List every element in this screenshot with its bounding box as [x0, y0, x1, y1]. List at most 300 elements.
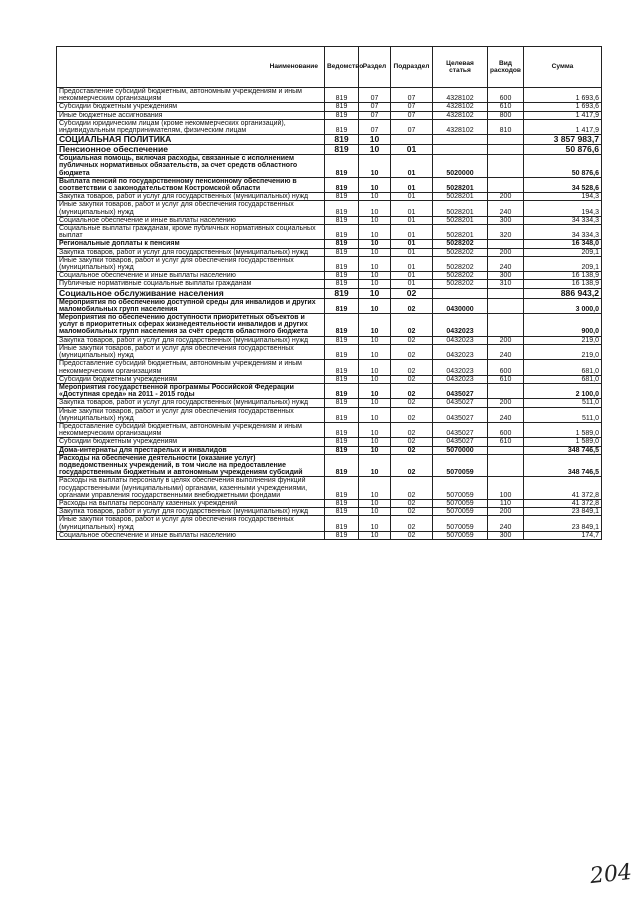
row-vid: 310	[488, 280, 524, 288]
table-row	[57, 193, 602, 201]
row-target	[433, 288, 488, 298]
row-podrazdel: 01	[391, 240, 433, 248]
row-ved: 819	[325, 383, 359, 398]
row-razdel: 10	[359, 360, 391, 375]
table-body	[57, 88, 602, 540]
row-razdel: 10	[359, 438, 391, 446]
row-ved: 819	[325, 454, 359, 477]
row-podrazdel: 02	[391, 454, 433, 477]
table-row	[57, 516, 602, 531]
table-row	[57, 407, 602, 422]
row-vid: 200	[488, 193, 524, 201]
row-vid: 810	[488, 119, 524, 134]
row-name: Социальное обеспечение и иные выплаты населению	[57, 216, 325, 224]
row-razdel: 10	[359, 531, 391, 539]
table-row	[57, 360, 602, 375]
row-vid	[488, 135, 524, 145]
row-vid	[488, 446, 524, 454]
row-sum: 1 589,0	[524, 422, 602, 437]
row-target	[433, 145, 488, 155]
row-podrazdel: 01	[391, 193, 433, 201]
row-target: 5070059	[433, 508, 488, 516]
row-razdel: 10	[359, 248, 391, 256]
row-razdel: 10	[359, 240, 391, 248]
row-name: Социальное обслуживание населения	[57, 288, 325, 298]
table-row	[57, 280, 602, 288]
row-name: Региональные доплаты к пенсиям	[57, 240, 325, 248]
row-target: 5028202	[433, 272, 488, 280]
row-podrazdel: 02	[391, 438, 433, 446]
row-name: Расходы на выплаты персоналу казенных учреждений	[57, 499, 325, 507]
row-ved: 819	[325, 344, 359, 359]
row-sum: 900,0	[524, 314, 602, 337]
row-podrazdel: 01	[391, 256, 433, 271]
table-row	[57, 119, 602, 134]
row-podrazdel: 07	[391, 111, 433, 119]
row-target: 5070000	[433, 446, 488, 454]
row-sum: 209,1	[524, 256, 602, 271]
row-podrazdel: 02	[391, 344, 433, 359]
table-row	[57, 216, 602, 224]
row-target: 5028201	[433, 201, 488, 216]
row-sum: 16 348,0	[524, 240, 602, 248]
row-sum: 16 138,9	[524, 280, 602, 288]
row-sum: 16 138,9	[524, 272, 602, 280]
row-podrazdel: 02	[391, 314, 433, 337]
row-target: 0435027	[433, 383, 488, 398]
row-sum: 34 334,3	[524, 225, 602, 240]
row-podrazdel: 07	[391, 103, 433, 111]
row-ved: 819	[325, 193, 359, 201]
row-sum: 23 849,1	[524, 516, 602, 531]
row-razdel: 10	[359, 407, 391, 422]
row-vid: 240	[488, 256, 524, 271]
row-razdel: 10	[359, 145, 391, 155]
row-name: Социальное обеспечение и иные выплаты населению	[57, 272, 325, 280]
table-row-group	[57, 454, 602, 477]
row-name: Иные закупки товаров, работ и услуг для обеспечения государственных (муниципальных) нужд	[57, 201, 325, 216]
row-sum: 3 857 983,7	[524, 135, 602, 145]
row-ved: 819	[325, 375, 359, 383]
row-vid	[488, 155, 524, 178]
row-sum: 219,0	[524, 336, 602, 344]
row-vid	[488, 454, 524, 477]
row-ved: 819	[325, 314, 359, 337]
header-name: Наименование	[57, 47, 325, 88]
row-vid: 200	[488, 399, 524, 407]
table-row	[57, 201, 602, 216]
row-podrazdel: 02	[391, 399, 433, 407]
row-vid	[488, 177, 524, 192]
row-podrazdel: 01	[391, 248, 433, 256]
row-sum: 2 100,0	[524, 383, 602, 398]
table-row-group	[57, 383, 602, 398]
row-razdel: 10	[359, 499, 391, 507]
row-razdel: 10	[359, 446, 391, 454]
table-row	[57, 422, 602, 437]
row-sum: 348 746,5	[524, 454, 602, 477]
table-row	[57, 508, 602, 516]
table-row-section	[57, 135, 602, 145]
row-ved: 819	[325, 422, 359, 437]
row-razdel: 10	[359, 516, 391, 531]
row-razdel: 10	[359, 225, 391, 240]
row-ved: 819	[325, 248, 359, 256]
row-sum: 1 693,6	[524, 88, 602, 103]
row-ved: 819	[325, 135, 359, 145]
row-podrazdel: 01	[391, 155, 433, 178]
row-sum: 23 849,1	[524, 508, 602, 516]
row-name: Социальные выплаты гражданам, кроме публичных нормативных социальных выплат	[57, 225, 325, 240]
row-target: 5028202	[433, 240, 488, 248]
row-target: 4328102	[433, 111, 488, 119]
row-vid: 240	[488, 407, 524, 422]
row-vid: 200	[488, 508, 524, 516]
row-name: Расходы на обеспечение деятельности (оказание услуг) подведомственных учреждений, в том числе на предоставление государственным бюджетным и автономным учреждениям субсидий	[57, 454, 325, 477]
row-target: 5028201	[433, 216, 488, 224]
row-ved: 819	[325, 508, 359, 516]
row-target: 0435027	[433, 438, 488, 446]
row-name: Предоставление субсидий бюджетным, автономным учреждениям и иным некоммерческим организациям	[57, 422, 325, 437]
header-podrazdel: Подраздел	[391, 47, 433, 88]
row-sum: 681,0	[524, 360, 602, 375]
row-sum: 1 417,9	[524, 119, 602, 134]
row-sum: 348 746,5	[524, 446, 602, 454]
table-row-subsection	[57, 288, 602, 298]
row-sum: 194,3	[524, 193, 602, 201]
row-target: 0432023	[433, 336, 488, 344]
page-number: 204	[588, 859, 634, 890]
row-target: 5070059	[433, 477, 488, 500]
row-name: Иные закупки товаров, работ и услуг для обеспечения государственных (муниципальных) нужд	[57, 344, 325, 359]
row-ved: 819	[325, 103, 359, 111]
row-razdel: 10	[359, 336, 391, 344]
row-razdel: 10	[359, 399, 391, 407]
row-name: Иные бюджетные ассигнования	[57, 111, 325, 119]
row-target: 5028201	[433, 225, 488, 240]
row-name: Иные закупки товаров, работ и услуг для обеспечения государственных (муниципальных) нужд	[57, 407, 325, 422]
row-podrazdel: 02	[391, 516, 433, 531]
row-podrazdel: 01	[391, 177, 433, 192]
row-razdel: 07	[359, 119, 391, 134]
row-sum: 174,7	[524, 531, 602, 539]
row-vid: 600	[488, 360, 524, 375]
row-target: 5070059	[433, 499, 488, 507]
row-sum: 1 417,9	[524, 111, 602, 119]
row-sum: 209,1	[524, 248, 602, 256]
table-row	[57, 256, 602, 271]
row-podrazdel: 02	[391, 288, 433, 298]
row-vid	[488, 298, 524, 313]
row-razdel: 10	[359, 375, 391, 383]
row-ved: 819	[325, 256, 359, 271]
row-ved: 819	[325, 119, 359, 134]
row-ved: 819	[325, 155, 359, 178]
table-row-group	[57, 298, 602, 313]
row-target: 0432023	[433, 344, 488, 359]
row-podrazdel: 02	[391, 407, 433, 422]
row-ved: 819	[325, 216, 359, 224]
row-podrazdel: 02	[391, 508, 433, 516]
row-name: Пенсионное обеспечение	[57, 145, 325, 155]
table-row	[57, 111, 602, 119]
row-razdel: 07	[359, 103, 391, 111]
row-sum: 681,0	[524, 375, 602, 383]
row-target: 0432023	[433, 375, 488, 383]
row-podrazdel: 02	[391, 375, 433, 383]
row-razdel: 07	[359, 111, 391, 119]
row-ved: 819	[325, 531, 359, 539]
row-target: 5020000	[433, 155, 488, 178]
table-row	[57, 438, 602, 446]
row-target: 5070059	[433, 454, 488, 477]
row-target: 5070059	[433, 516, 488, 531]
row-podrazdel: 07	[391, 88, 433, 103]
row-razdel: 10	[359, 298, 391, 313]
row-razdel: 10	[359, 135, 391, 145]
row-sum: 3 000,0	[524, 298, 602, 313]
row-target	[433, 135, 488, 145]
row-name: Субсидии бюджетным учреждениям	[57, 103, 325, 111]
table-row	[57, 531, 602, 539]
table-row	[57, 88, 602, 103]
row-ved: 819	[325, 399, 359, 407]
row-name: Субсидии бюджетным учреждениям	[57, 375, 325, 383]
row-razdel: 10	[359, 177, 391, 192]
row-vid: 300	[488, 531, 524, 539]
row-razdel: 10	[359, 454, 391, 477]
table-row	[57, 477, 602, 500]
table-row-group	[57, 240, 602, 248]
table-row-group	[57, 446, 602, 454]
row-vid: 240	[488, 344, 524, 359]
row-sum: 50 876,6	[524, 145, 602, 155]
header-ved: Ведомство	[325, 47, 359, 88]
row-podrazdel: 02	[391, 336, 433, 344]
row-podrazdel: 01	[391, 145, 433, 155]
row-name: Закупка товаров, работ и услуг для государственных (муниципальных) нужд	[57, 336, 325, 344]
row-vid: 300	[488, 272, 524, 280]
row-vid	[488, 145, 524, 155]
row-name: Публичные нормативные социальные выплаты гражданам	[57, 280, 325, 288]
table-row	[57, 336, 602, 344]
row-ved: 819	[325, 288, 359, 298]
row-razdel: 10	[359, 383, 391, 398]
table-row	[57, 499, 602, 507]
row-sum: 1 589,0	[524, 438, 602, 446]
row-name: Мероприятия государственной программы Российской Федерации «Доступная среда» на 2011 - 2015 годы	[57, 383, 325, 398]
row-ved: 819	[325, 240, 359, 248]
row-vid: 610	[488, 438, 524, 446]
table-row	[57, 399, 602, 407]
row-name: Закупка товаров, работ и услуг для государственных (муниципальных) нужд	[57, 508, 325, 516]
header-sum: Сумма	[524, 47, 602, 88]
budget-table	[56, 46, 602, 540]
row-vid: 110	[488, 499, 524, 507]
row-razdel: 10	[359, 155, 391, 178]
row-razdel: 10	[359, 288, 391, 298]
row-podrazdel: 02	[391, 531, 433, 539]
table-row-group	[57, 177, 602, 192]
row-ved: 819	[325, 438, 359, 446]
row-name: Дома-интернаты для престарелых и инвалидов	[57, 446, 325, 454]
table-row	[57, 248, 602, 256]
row-ved: 819	[325, 88, 359, 103]
row-sum: 50 876,6	[524, 155, 602, 178]
row-sum: 34 528,6	[524, 177, 602, 192]
row-vid: 200	[488, 336, 524, 344]
row-podrazdel: 02	[391, 383, 433, 398]
row-ved: 819	[325, 272, 359, 280]
row-ved: 819	[325, 446, 359, 454]
row-ved: 819	[325, 336, 359, 344]
row-target: 0432023	[433, 314, 488, 337]
row-name: Мероприятия по обеспечению доступности приоритетных объектов и услуг в приоритетных сферах жизнедеятельности инвалидов и других маломобильных групп населения за счёт средств областного бюджета	[57, 314, 325, 337]
row-podrazdel: 01	[391, 225, 433, 240]
row-name: Иные закупки товаров, работ и услуг для обеспечения государственных (муниципальных) нужд	[57, 516, 325, 531]
row-target: 0435027	[433, 399, 488, 407]
row-razdel: 10	[359, 280, 391, 288]
row-podrazdel: 01	[391, 216, 433, 224]
row-podrazdel: 02	[391, 298, 433, 313]
row-name: Предоставление субсидий бюджетным, автономным учреждениям и иным некоммерческим организациям	[57, 88, 325, 103]
row-podrazdel: 01	[391, 201, 433, 216]
row-vid: 240	[488, 516, 524, 531]
row-name: Закупка товаров, работ и услуг для государственных (муниципальных) нужд	[57, 248, 325, 256]
row-name: Субсидии бюджетным учреждениям	[57, 438, 325, 446]
row-name: Иные закупки товаров, работ и услуг для обеспечения государственных (муниципальных) нужд	[57, 256, 325, 271]
row-target: 5028202	[433, 248, 488, 256]
row-vid: 610	[488, 375, 524, 383]
table-row	[57, 375, 602, 383]
row-ved: 819	[325, 407, 359, 422]
row-sum: 1 693,6	[524, 103, 602, 111]
table-row	[57, 225, 602, 240]
budget-table-sheet	[56, 46, 601, 540]
row-name: Социальная помощь, включая расходы, связанные с исполнением публичных нормативных обязательств, за счет средств областного бюджета	[57, 155, 325, 178]
row-target: 5028202	[433, 256, 488, 271]
row-vid: 800	[488, 111, 524, 119]
row-target: 4328102	[433, 103, 488, 111]
row-vid	[488, 383, 524, 398]
row-name: Закупка товаров, работ и услуг для государственных (муниципальных) нужд	[57, 193, 325, 201]
row-sum: 511,0	[524, 407, 602, 422]
row-vid: 320	[488, 225, 524, 240]
row-target: 0435027	[433, 407, 488, 422]
row-name: Выплата пенсий по государственному пенсионному обеспечению в соответствии с законодательством Костромской области	[57, 177, 325, 192]
row-podrazdel: 02	[391, 446, 433, 454]
row-razdel: 07	[359, 88, 391, 103]
header-vid: Вид расходов	[488, 47, 524, 88]
row-sum: 219,0	[524, 344, 602, 359]
row-razdel: 10	[359, 422, 391, 437]
row-vid: 600	[488, 88, 524, 103]
row-sum: 886 943,2	[524, 288, 602, 298]
row-podrazdel: 01	[391, 280, 433, 288]
row-ved: 819	[325, 225, 359, 240]
row-target: 4328102	[433, 88, 488, 103]
table-row	[57, 103, 602, 111]
header-target: Целевая статья	[433, 47, 488, 88]
row-name: Закупка товаров, работ и услуг для государственных (муниципальных) нужд	[57, 399, 325, 407]
row-name: Мероприятия по обеспечению доступной среды для инвалидов и других маломобильных групп населения	[57, 298, 325, 313]
row-target: 5028201	[433, 193, 488, 201]
row-podrazdel: 01	[391, 272, 433, 280]
row-vid: 100	[488, 477, 524, 500]
row-target: 4328102	[433, 119, 488, 134]
row-sum: 41 372,8	[524, 499, 602, 507]
row-name: Предоставление субсидий бюджетным, автономным учреждениям и иным некоммерческим организациям	[57, 360, 325, 375]
table-row	[57, 272, 602, 280]
row-ved: 819	[325, 201, 359, 216]
row-podrazdel: 02	[391, 477, 433, 500]
row-ved: 819	[325, 111, 359, 119]
row-podrazdel	[391, 135, 433, 145]
row-razdel: 10	[359, 201, 391, 216]
row-razdel: 10	[359, 477, 391, 500]
row-razdel: 10	[359, 256, 391, 271]
row-name: Субсидии юридическим лицам (кроме некоммерческих организаций), индивидуальным предпринимателям, физическим лицам	[57, 119, 325, 134]
row-vid	[488, 288, 524, 298]
table-header-row	[57, 47, 602, 88]
row-podrazdel: 02	[391, 499, 433, 507]
row-vid	[488, 314, 524, 337]
row-razdel: 10	[359, 314, 391, 337]
row-ved: 819	[325, 499, 359, 507]
row-ved: 819	[325, 177, 359, 192]
row-ved: 819	[325, 477, 359, 500]
row-sum: 41 372,8	[524, 477, 602, 500]
row-razdel: 10	[359, 344, 391, 359]
header-razdel: Раздел	[359, 47, 391, 88]
row-name: СОЦИАЛЬНАЯ ПОЛИТИКА	[57, 135, 325, 145]
row-target: 0430000	[433, 298, 488, 313]
row-razdel: 10	[359, 272, 391, 280]
row-podrazdel: 02	[391, 360, 433, 375]
row-vid: 300	[488, 216, 524, 224]
row-name: Социальное обеспечение и иные выплаты населению	[57, 531, 325, 539]
row-vid: 240	[488, 201, 524, 216]
row-razdel: 10	[359, 193, 391, 201]
table-row-group	[57, 155, 602, 178]
row-podrazdel: 07	[391, 119, 433, 134]
row-target: 5028201	[433, 177, 488, 192]
row-vid: 610	[488, 103, 524, 111]
table-row	[57, 344, 602, 359]
row-razdel: 10	[359, 216, 391, 224]
row-target: 5028202	[433, 280, 488, 288]
row-razdel: 10	[359, 508, 391, 516]
table-row-group	[57, 314, 602, 337]
row-podrazdel: 02	[391, 422, 433, 437]
row-vid: 600	[488, 422, 524, 437]
row-vid	[488, 240, 524, 248]
row-name: Расходы на выплаты персоналу в целях обеспечения выполнения функций государственными (муниципальными) органами, казенными учреждениями, органами управления государственными внебюджетными фондами	[57, 477, 325, 500]
row-sum: 194,3	[524, 201, 602, 216]
row-ved: 819	[325, 516, 359, 531]
row-ved: 819	[325, 360, 359, 375]
row-ved: 819	[325, 280, 359, 288]
row-target: 5070059	[433, 531, 488, 539]
row-ved: 819	[325, 145, 359, 155]
row-vid: 200	[488, 248, 524, 256]
row-target: 0432023	[433, 360, 488, 375]
row-sum: 511,0	[524, 399, 602, 407]
row-ved: 819	[325, 298, 359, 313]
row-target: 0435027	[433, 422, 488, 437]
row-sum: 34 334,3	[524, 216, 602, 224]
table-row-subsection	[57, 145, 602, 155]
